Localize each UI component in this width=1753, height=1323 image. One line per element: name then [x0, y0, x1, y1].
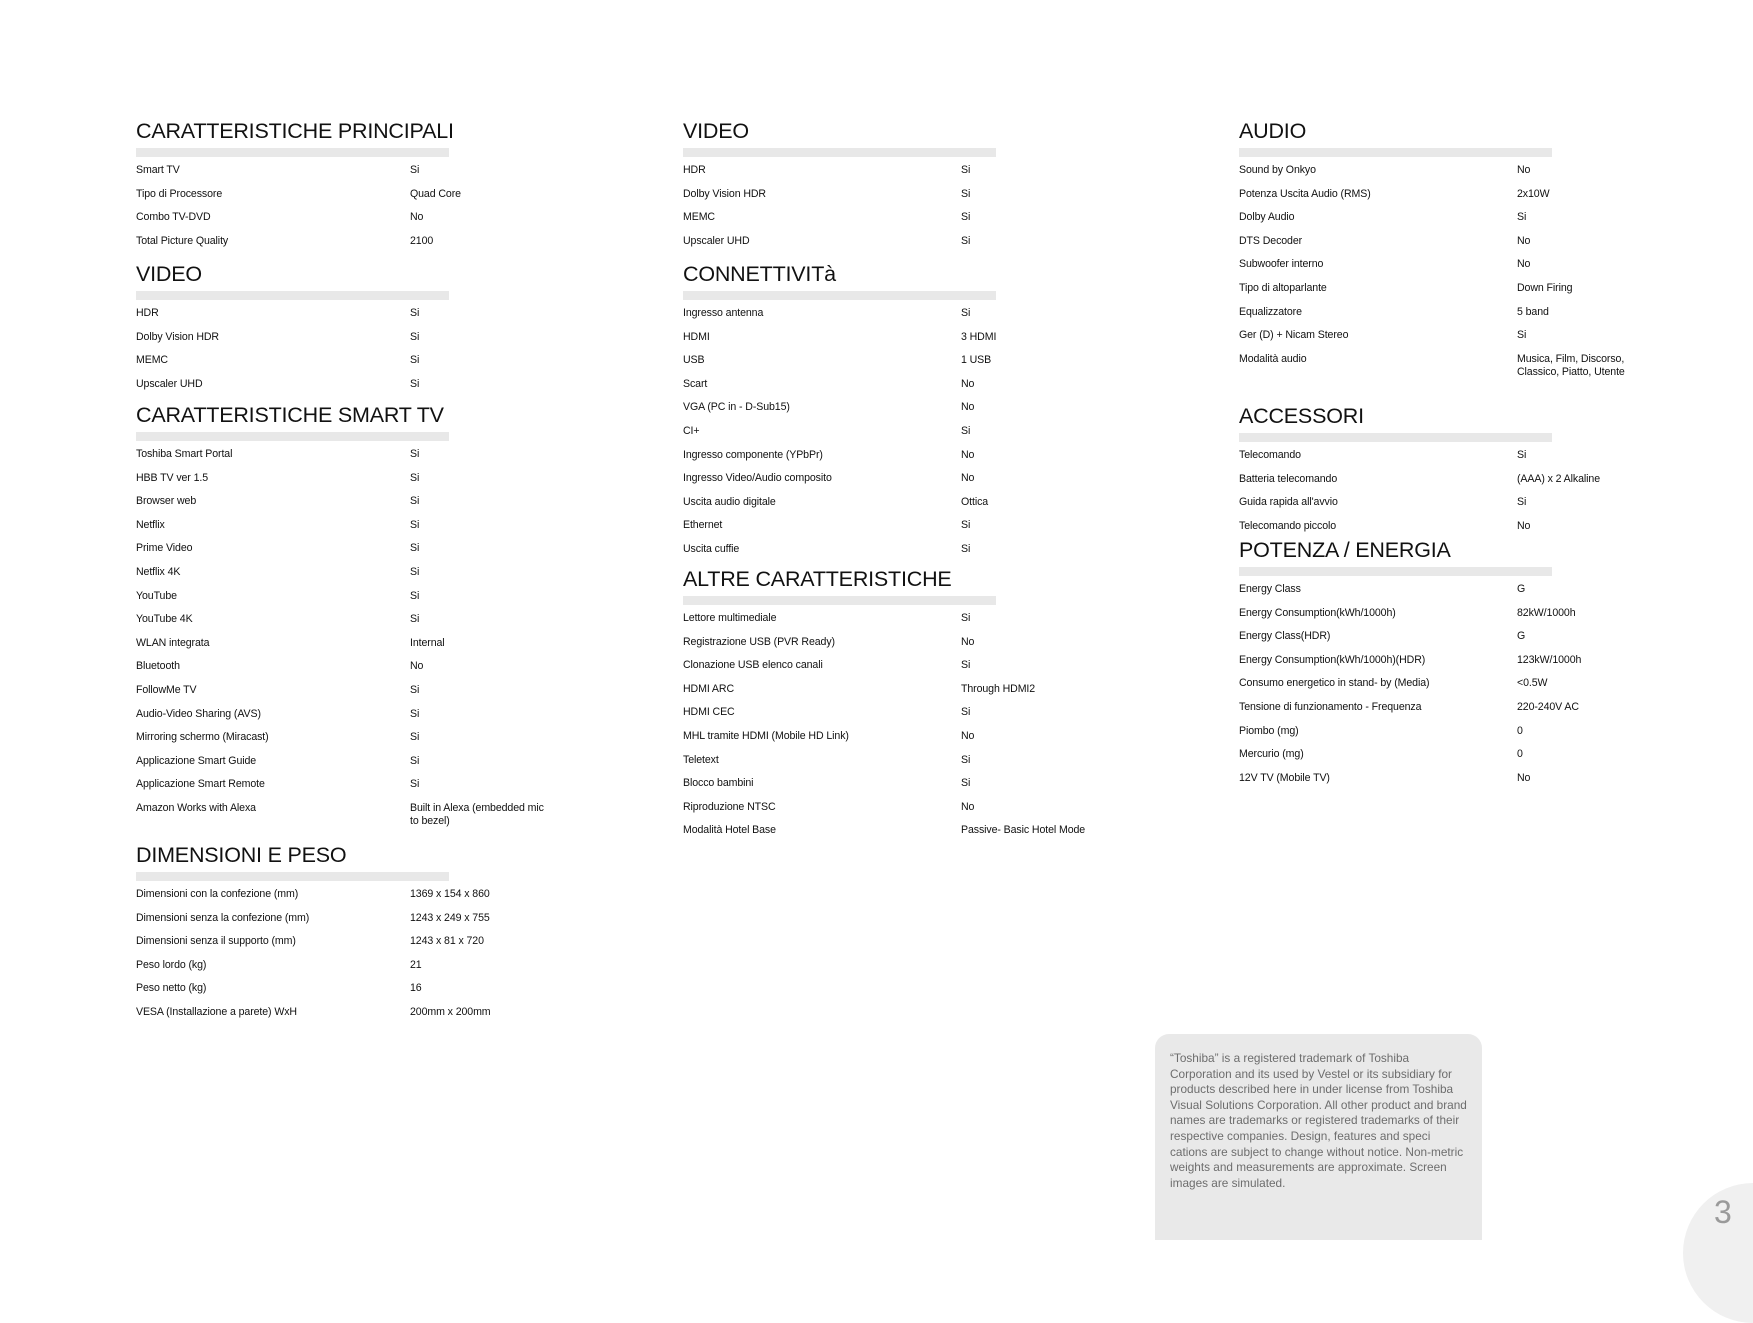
trademark-disclaimer-text: “Toshiba” is a registered trademark of Toshiba Corporation and its used by Vestel or its subsidiary for products described here in under license from Toshiba Visual Solutions Corporation. All other product and brand names are trademarks or registered trademarks of their respective companies. Design, features and speci cations are subject to change without notice. Non-metric weights and measurements are approximate. Screen images are simulated. [1170, 1051, 1467, 1190]
section-divider-bar [136, 432, 449, 441]
spec-value: 1 USB [961, 354, 992, 367]
spec-value: No [410, 660, 424, 673]
spec-value: 0 [1517, 724, 1523, 737]
spec-label: Ingresso componente (YPbPr) [683, 448, 823, 461]
spec-label: Energy Class [1239, 583, 1301, 595]
spec-row [136, 778, 576, 802]
spec-row [683, 211, 1123, 235]
spec-row [136, 708, 576, 732]
spec-label: Energy Consumption(kWh/1000h) [1239, 606, 1396, 619]
spec-row [1239, 607, 1679, 631]
spec-label: Dimensioni senza il supporto (mm) [136, 935, 296, 948]
spec-value: Ottica [961, 495, 989, 508]
spec-label: Toshiba Smart Portal [136, 448, 233, 460]
spec-value: Si [410, 448, 420, 460]
spec-value: Passive- Basic Hotel Mode [961, 824, 1086, 837]
spec-value: Musica, Film, Discorso, Classico, Piatto, Utente [1517, 352, 1625, 378]
spec-label: FollowMe TV [136, 683, 197, 696]
spec-row [1239, 473, 1679, 497]
spec-row [683, 777, 1123, 801]
spec-label: YouTube 4K [136, 613, 193, 626]
spec-value: No [961, 635, 975, 648]
spec-row [136, 448, 576, 472]
spec-row [1239, 654, 1679, 678]
spec-value: Si [961, 234, 971, 247]
spec-row [683, 378, 1123, 402]
spec-row [683, 331, 1123, 355]
spec-label: VESA (Installazione a parete) WxH [136, 1005, 297, 1018]
spec-value: Quad Core [410, 187, 461, 200]
section-title: CONNETTIVITà [683, 262, 836, 286]
spec-row [136, 959, 576, 983]
spec-row [1239, 725, 1679, 749]
spec-value: Si [410, 377, 420, 390]
spec-label: Dimensioni senza la confezione (mm) [136, 911, 310, 924]
spec-row [683, 354, 1123, 378]
spec-row [683, 754, 1123, 778]
spec-label: Smart TV [136, 164, 180, 176]
spec-label: MEMC [136, 354, 168, 367]
spec-row [1239, 211, 1679, 235]
spec-label: Blocco bambini [683, 777, 754, 790]
spec-row [1239, 630, 1679, 654]
spec-section [136, 257, 576, 401]
spec-value: No [961, 401, 975, 414]
spec-section [1239, 399, 1679, 543]
spec-label: Teletext [683, 753, 719, 766]
spec-value: Built in Alexa (embedded mic to bezel) [410, 801, 544, 827]
spec-row [136, 613, 576, 637]
spec-value: (AAA) x 2 Alkaline [1517, 472, 1600, 485]
spec-value: Si [410, 307, 420, 319]
spec-row [1239, 258, 1679, 282]
section-divider-bar [136, 148, 449, 157]
spec-label: Prime Video [136, 542, 193, 555]
spec-row [683, 449, 1123, 473]
spec-value: Si [961, 187, 971, 200]
spec-row [683, 706, 1123, 730]
spec-label: DTS Decoder [1239, 234, 1303, 247]
spec-value: 1243 x 81 x 720 [410, 935, 484, 948]
spec-row [136, 495, 576, 519]
spec-label: Dimensioni con la confezione (mm) [136, 888, 299, 900]
spec-value: No [1517, 519, 1531, 532]
spec-section [136, 398, 576, 839]
spec-label: Energy Class(HDR) [1239, 630, 1331, 643]
spec-label: Guida rapida all'avvio [1239, 496, 1338, 509]
section-title: ACCESSORI [1239, 404, 1364, 428]
spec-row [683, 683, 1123, 707]
spec-row [683, 307, 1123, 331]
spec-label: VGA (PC in - D-Sub15) [683, 401, 790, 414]
spec-value: Si [961, 211, 971, 224]
spec-row [136, 566, 576, 590]
spec-label: Combo TV-DVD [136, 211, 211, 224]
spec-label: Modalità Hotel Base [683, 824, 776, 837]
spec-value: Si [410, 330, 420, 343]
spec-row [1239, 496, 1679, 520]
spec-section [683, 562, 1123, 848]
spec-label: Mercurio (mg) [1239, 748, 1304, 761]
spec-value: Si [961, 706, 971, 719]
spec-row [683, 801, 1123, 825]
page-number: 3 [1714, 1194, 1732, 1230]
spec-label: Registrazione USB (PVR Ready) [683, 635, 835, 648]
spec-value: Si [1517, 211, 1527, 224]
spec-value: Si [410, 164, 420, 176]
spec-value: Si [961, 659, 971, 672]
spec-value: No [961, 472, 975, 485]
spec-value: Si [1517, 449, 1527, 461]
spec-label: Batteria telecomando [1239, 472, 1338, 485]
spec-row [136, 935, 576, 959]
spec-row [1239, 235, 1679, 259]
spec-section [683, 114, 1123, 258]
spec-row [683, 612, 1123, 636]
spec-value: Si [410, 495, 420, 508]
spec-row [1239, 188, 1679, 212]
spec-label: Tensione di funzionamento - Frequenza [1239, 700, 1422, 713]
spec-label: Modalità audio [1239, 352, 1307, 365]
spec-row [136, 590, 576, 614]
spec-row [136, 731, 576, 755]
spec-value: Si [961, 307, 971, 319]
spec-row [683, 659, 1123, 683]
spec-row [683, 636, 1123, 660]
spec-label: Uscita cuffie [683, 542, 740, 555]
spec-value: No [961, 448, 975, 461]
spec-label: Peso lordo (kg) [136, 958, 207, 971]
spec-label: Telecomando piccolo [1239, 519, 1337, 532]
section-divider-bar [1239, 148, 1552, 157]
spec-label: Tipo di Processore [136, 187, 223, 200]
spec-section [683, 257, 1123, 567]
spec-row [1239, 449, 1679, 473]
spec-value: No [1517, 234, 1531, 247]
spec-label: Bluetooth [136, 660, 180, 673]
spec-label: Telecomando [1239, 449, 1301, 461]
spec-value: No [1517, 164, 1531, 176]
spec-label: Netflix [136, 518, 165, 531]
spec-row [136, 472, 576, 496]
spec-value: Internal [410, 636, 445, 649]
spec-value: No [1517, 771, 1531, 784]
spec-label: Dolby Vision HDR [136, 330, 219, 343]
spec-value: <0.5W [1517, 677, 1548, 690]
spec-label: Total Picture Quality [136, 234, 229, 247]
spec-label: Energy Consumption(kWh/1000h)(HDR) [1239, 653, 1426, 666]
spec-row [683, 730, 1123, 754]
section-title: VIDEO [683, 119, 749, 143]
spec-value: Si [961, 777, 971, 790]
spec-label: Piombo (mg) [1239, 724, 1299, 737]
spec-row [683, 519, 1123, 543]
section-title: POTENZA / ENERGIA [1239, 538, 1451, 562]
spec-label: Potenza Uscita Audio (RMS) [1239, 187, 1371, 200]
spec-value: Si [410, 542, 420, 555]
spec-label: Amazon Works with Alexa [136, 801, 256, 814]
spec-row [1239, 306, 1679, 330]
spec-value: Si [410, 778, 420, 791]
spec-value: Through HDMI2 [961, 682, 1036, 695]
spec-row [136, 637, 576, 661]
section-divider-bar [683, 596, 996, 605]
spec-value: No [961, 729, 975, 742]
spec-label: Uscita audio digitale [683, 495, 776, 508]
spec-label: Ingresso Video/Audio composito [683, 472, 832, 485]
spec-value: Si [1517, 496, 1527, 509]
spec-row [136, 211, 576, 235]
spec-row [136, 912, 576, 936]
spec-label: HDR [683, 164, 706, 176]
spec-row [136, 660, 576, 684]
spec-value: Si [961, 424, 971, 437]
spec-label: Sound by Onkyo [1239, 164, 1316, 176]
spec-value: 21 [410, 958, 422, 971]
spec-value: Down Firing [1517, 281, 1573, 294]
spec-row [136, 1006, 576, 1030]
spec-row [683, 401, 1123, 425]
spec-row [683, 164, 1123, 188]
spec-row [136, 331, 576, 355]
spec-value: Si [410, 683, 420, 696]
spec-value: 16 [410, 982, 422, 995]
spec-row [1239, 677, 1679, 701]
spec-label: Peso netto (kg) [136, 982, 207, 995]
spec-label: Upscaler UHD [136, 377, 203, 390]
spec-value: 1369 x 154 x 860 [410, 888, 490, 900]
spec-value: Si [410, 354, 420, 367]
spec-label: Scart [683, 377, 708, 390]
spec-value: 0 [1517, 748, 1523, 761]
section-divider-bar [1239, 433, 1552, 442]
spec-label: Applicazione Smart Guide [136, 754, 257, 767]
spec-section [136, 838, 576, 1030]
spec-value: 1243 x 249 x 755 [410, 911, 490, 924]
spec-label: HBB TV ver 1.5 [136, 471, 209, 484]
section-title: VIDEO [136, 262, 202, 286]
spec-label: Tipo di altoparlante [1239, 281, 1327, 294]
spec-row [1239, 748, 1679, 772]
spec-value: Si [410, 565, 420, 578]
spec-value: Si [961, 753, 971, 766]
trademark-disclaimer-box [1155, 1034, 1482, 1240]
spec-value: 2100 [410, 234, 434, 247]
spec-row [1239, 701, 1679, 725]
spec-row [136, 519, 576, 543]
spec-row [1239, 353, 1679, 390]
section-title: CARATTERISTICHE SMART TV [136, 403, 444, 427]
section-divider-bar [683, 148, 996, 157]
spec-value: Si [1517, 329, 1527, 342]
spec-value: 5 band [1517, 305, 1549, 318]
spec-label: WLAN integrata [136, 636, 210, 649]
section-divider-bar [683, 291, 996, 300]
spec-row [136, 802, 576, 839]
section-title: DIMENSIONI E PESO [136, 843, 347, 867]
spec-row [136, 188, 576, 212]
spec-label: CI+ [683, 424, 700, 437]
section-divider-bar [136, 872, 449, 881]
spec-label: HDMI ARC [683, 682, 734, 695]
spec-row [683, 472, 1123, 496]
spec-label: Applicazione Smart Remote [136, 778, 265, 791]
spec-label: Mirroring schermo (Miracast) [136, 731, 269, 744]
spec-value: Si [961, 164, 971, 176]
spec-label: Riproduzione NTSC [683, 800, 776, 813]
spec-row [1239, 282, 1679, 306]
section-divider-bar [1239, 567, 1552, 576]
section-title: ALTRE CARATTERISTICHE [683, 567, 952, 591]
spec-value: No [961, 800, 975, 813]
spec-row [136, 755, 576, 779]
spec-row [136, 307, 576, 331]
spec-label: HDR [136, 307, 159, 319]
spec-value: Si [410, 754, 420, 767]
spec-row [1239, 164, 1679, 188]
spec-row [136, 542, 576, 566]
spec-section [1239, 114, 1679, 390]
section-divider-bar [136, 291, 449, 300]
section-title: CARATTERISTICHE PRINCIPALI [136, 119, 454, 143]
spec-label: Netflix 4K [136, 565, 181, 578]
spec-label: Consumo energetico in stand- by (Media) [1239, 677, 1430, 690]
spec-label: Ingresso antenna [683, 307, 764, 319]
spec-row [683, 824, 1123, 848]
spec-value: Si [961, 612, 971, 624]
spec-label: Dolby Vision HDR [683, 187, 766, 200]
spec-label: Lettore multimediale [683, 612, 777, 624]
spec-value: No [1517, 258, 1531, 271]
spec-label: MEMC [683, 211, 715, 224]
spec-label: Subwoofer interno [1239, 258, 1324, 271]
spec-value: 82kW/1000h [1517, 606, 1576, 619]
spec-value: Si [410, 613, 420, 626]
spec-value: Si [410, 589, 420, 602]
spec-row [1239, 772, 1679, 796]
spec-row [683, 235, 1123, 259]
spec-section [1239, 533, 1679, 795]
spec-row [683, 425, 1123, 449]
spec-label: 12V TV (Mobile TV) [1239, 771, 1330, 784]
spec-label: Clonazione USB elenco canali [683, 659, 823, 672]
spec-label: Equalizzatore [1239, 305, 1302, 318]
spec-label: Upscaler UHD [683, 234, 750, 247]
spec-value: No [961, 377, 975, 390]
section-title: AUDIO [1239, 119, 1307, 143]
spec-value: Si [410, 707, 420, 720]
spec-value: 2x10W [1517, 187, 1550, 200]
spec-label: MHL tramite HDMI (Mobile HD Link) [683, 729, 849, 742]
spec-row [1239, 329, 1679, 353]
spec-value: Si [410, 471, 420, 484]
spec-value: Si [961, 542, 971, 555]
spec-value: G [1517, 583, 1526, 595]
spec-value: G [1517, 630, 1526, 643]
spec-row [136, 164, 576, 188]
spec-value: 3 HDMI [961, 330, 997, 343]
spec-value: 220-240V AC [1517, 700, 1579, 713]
spec-label: Ger (D) + Nicam Stereo [1239, 329, 1349, 342]
spec-row [683, 496, 1123, 520]
spec-row [136, 684, 576, 708]
spec-label: HDMI CEC [683, 706, 735, 719]
spec-value: 200mm x 200mm [410, 1005, 491, 1018]
spec-label: YouTube [136, 589, 177, 602]
spec-label: Audio-Video Sharing (AVS) [136, 707, 261, 720]
spec-value: Si [961, 519, 971, 532]
spec-label: USB [683, 354, 705, 367]
spec-row [136, 888, 576, 912]
spec-value: Si [410, 518, 420, 531]
spec-section [136, 114, 576, 258]
spec-value: Si [410, 731, 420, 744]
spec-row [683, 188, 1123, 212]
spec-value: No [410, 211, 424, 224]
spec-label: Dolby Audio [1239, 211, 1295, 224]
spec-label: Browser web [136, 495, 197, 508]
spec-label: Ethernet [683, 519, 723, 532]
spec-value: 123kW/1000h [1517, 653, 1582, 666]
spec-row [136, 982, 576, 1006]
spec-row [136, 235, 576, 259]
spec-label: HDMI [683, 330, 710, 343]
spec-row [136, 354, 576, 378]
spec-row [1239, 583, 1679, 607]
